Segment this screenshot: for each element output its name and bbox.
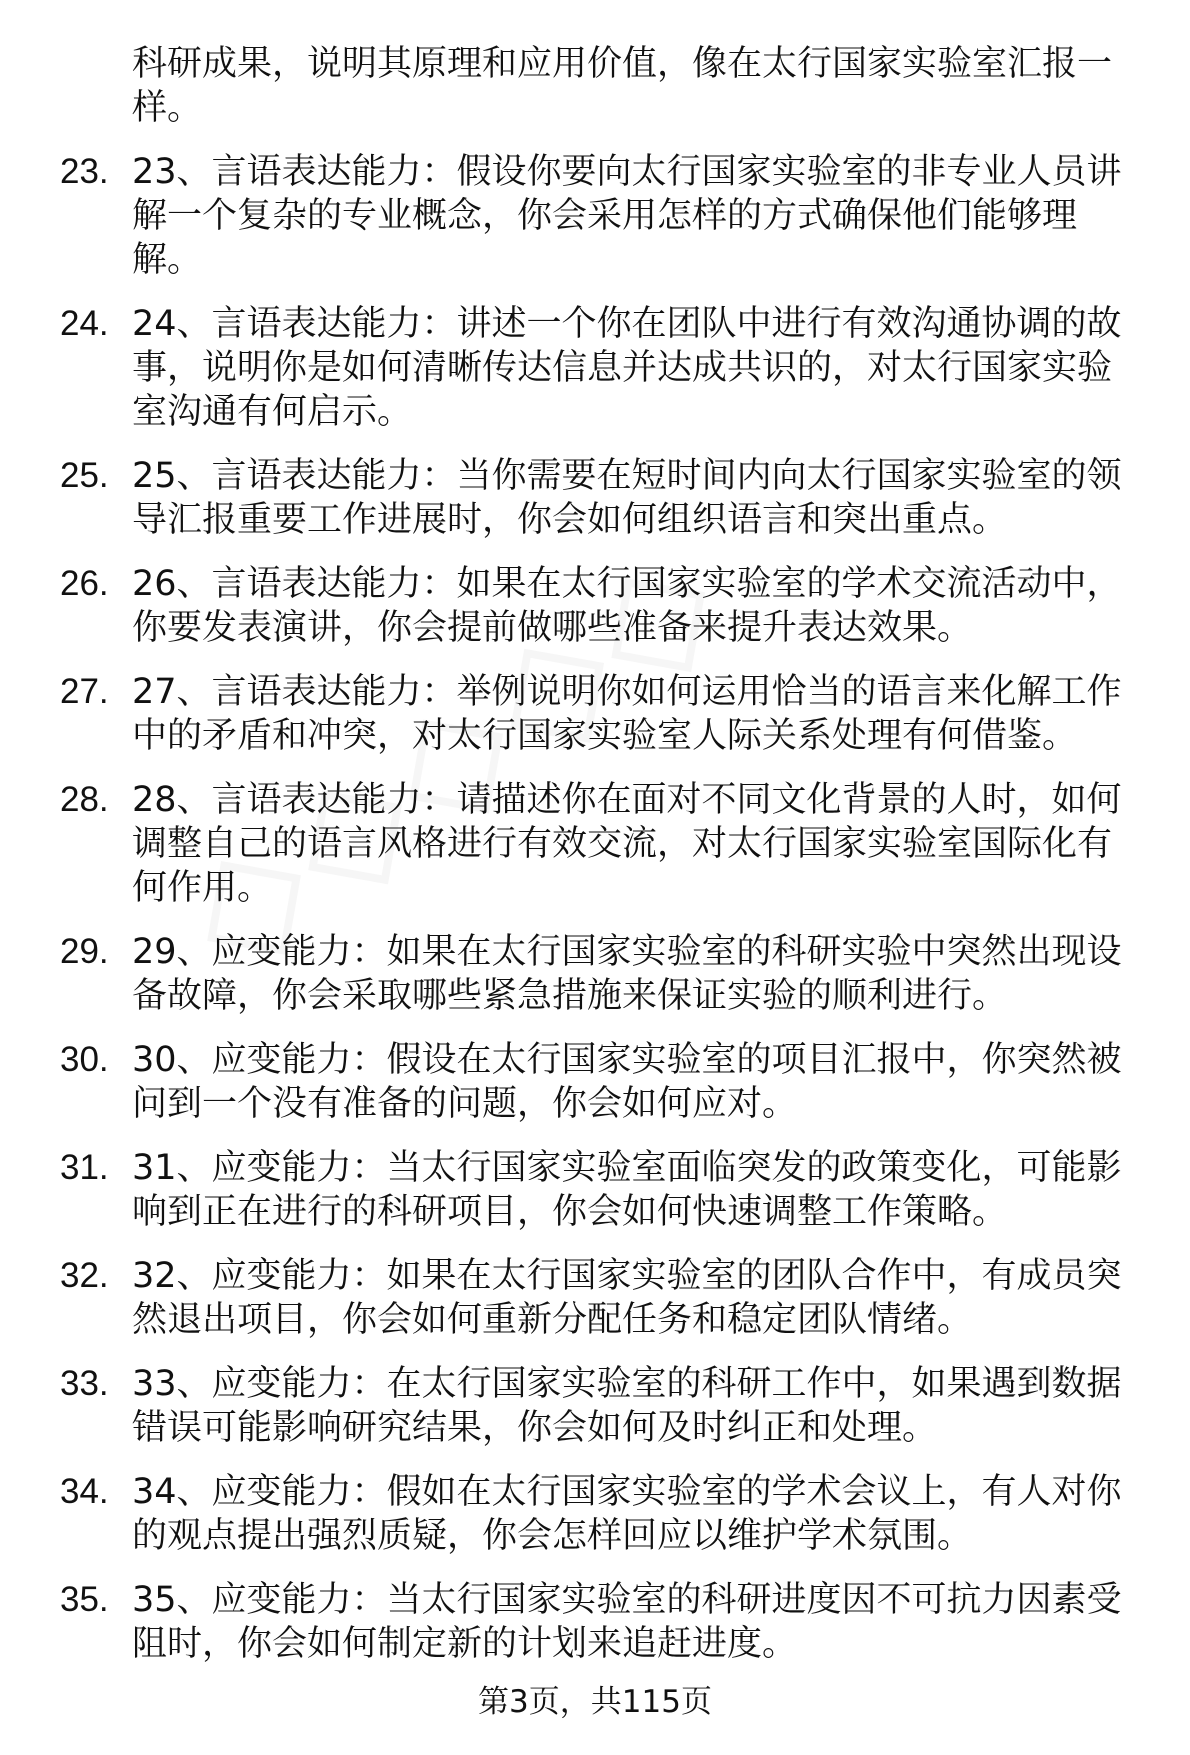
item-number: 34. xyxy=(60,1472,109,1511)
list-item xyxy=(60,1470,1142,1558)
item-number: 31. xyxy=(60,1148,109,1187)
list-item xyxy=(60,454,1142,542)
item-text: 30、应变能力：假设在太行国家实验室的项目汇报中，你突然被问到一个没有准备的问题，你会如何应对。 xyxy=(132,1040,1122,1124)
item-number: 29. xyxy=(60,932,109,971)
item-number: 32. xyxy=(60,1256,109,1295)
list-item xyxy=(60,1146,1142,1234)
item-text: 27、言语表达能力：举例说明你如何运用恰当的语言来化解工作中的矛盾和冲突，对太行国家实验室人际关系处理有何借鉴。 xyxy=(132,672,1122,756)
item-number: 33. xyxy=(60,1364,109,1403)
page-footer: 第3页，共115页 xyxy=(478,1684,712,1720)
list-item xyxy=(60,670,1142,758)
item-text: 26、言语表达能力：如果在太行国家实验室的学术交流活动中，你要发表演讲，你会提前做哪些准备来提升表达效果。 xyxy=(132,564,1122,648)
item-number: 26. xyxy=(60,564,109,603)
item-text: 25、言语表达能力：当你需要在短时间内向太行国家实验室的领导汇报重要工作进展时，你会如何组织语言和突出重点。 xyxy=(132,456,1122,540)
list-item xyxy=(60,150,1142,282)
list-item xyxy=(60,562,1142,650)
item-number: 25. xyxy=(60,456,109,495)
item-text: 33、应变能力：在太行国家实验室的科研工作中，如果遇到数据错误可能影响研究结果，你会如何及时纠正和处理。 xyxy=(132,1364,1122,1448)
item-number: 35. xyxy=(60,1580,109,1619)
continued-text: 科研成果，说明其原理和应用价值，像在太行国家实验室汇报一样。 xyxy=(132,44,1113,128)
item-text: 29、应变能力：如果在太行国家实验室的科研实验中突然出现设备故障，你会采取哪些紧急措施来保证实验的顺利进行。 xyxy=(132,932,1122,1016)
item-number: 24. xyxy=(60,304,109,343)
list-item xyxy=(60,930,1142,1018)
item-text: 23、言语表达能力：假设你要向太行国家实验室的非专业人员讲解一个复杂的专业概念，你会采用怎样的方式确保他们能够理解。 xyxy=(132,152,1122,280)
item-number: 23. xyxy=(60,152,109,191)
item-text: 35、应变能力：当太行国家实验室的科研进度因不可抗力因素受阻时，你会如何制定新的计划来追赶进度。 xyxy=(132,1580,1122,1664)
item-text: 24、言语表达能力：讲述一个你在团队中进行有效沟通协调的故事，说明你是如何清晰传达信息并达成共识的，对太行国家实验室沟通有何启示。 xyxy=(132,304,1122,432)
item-text: 34、应变能力：假如在太行国家实验室的学术会议上，有人对你的观点提出强烈质疑，你会怎样回应以维护学术氛围。 xyxy=(132,1472,1122,1556)
item-number: 30. xyxy=(60,1040,109,1079)
list-item xyxy=(60,1254,1142,1342)
list-item xyxy=(60,1038,1142,1126)
item-number: 27. xyxy=(60,672,109,711)
item-text: 32、应变能力：如果在太行国家实验室的团队合作中，有成员突然退出项目，你会如何重新分配任务和稳定团队情绪。 xyxy=(132,1256,1122,1340)
item-text: 28、言语表达能力：请描述你在面对不同文化背景的人时，如何调整自己的语言风格进行有效交流，对太行国家实验室国际化有何作用。 xyxy=(132,780,1122,908)
list-item xyxy=(60,1578,1142,1666)
item-number: 28. xyxy=(60,780,109,819)
question-list xyxy=(60,42,1150,1686)
item-text: 31、应变能力：当太行国家实验室面临突发的政策变化，可能影响到正在进行的科研项目，你会如何快速调整工作策略。 xyxy=(132,1148,1122,1232)
list-item xyxy=(60,302,1142,434)
list-item xyxy=(60,778,1142,910)
list-item xyxy=(60,1362,1142,1450)
